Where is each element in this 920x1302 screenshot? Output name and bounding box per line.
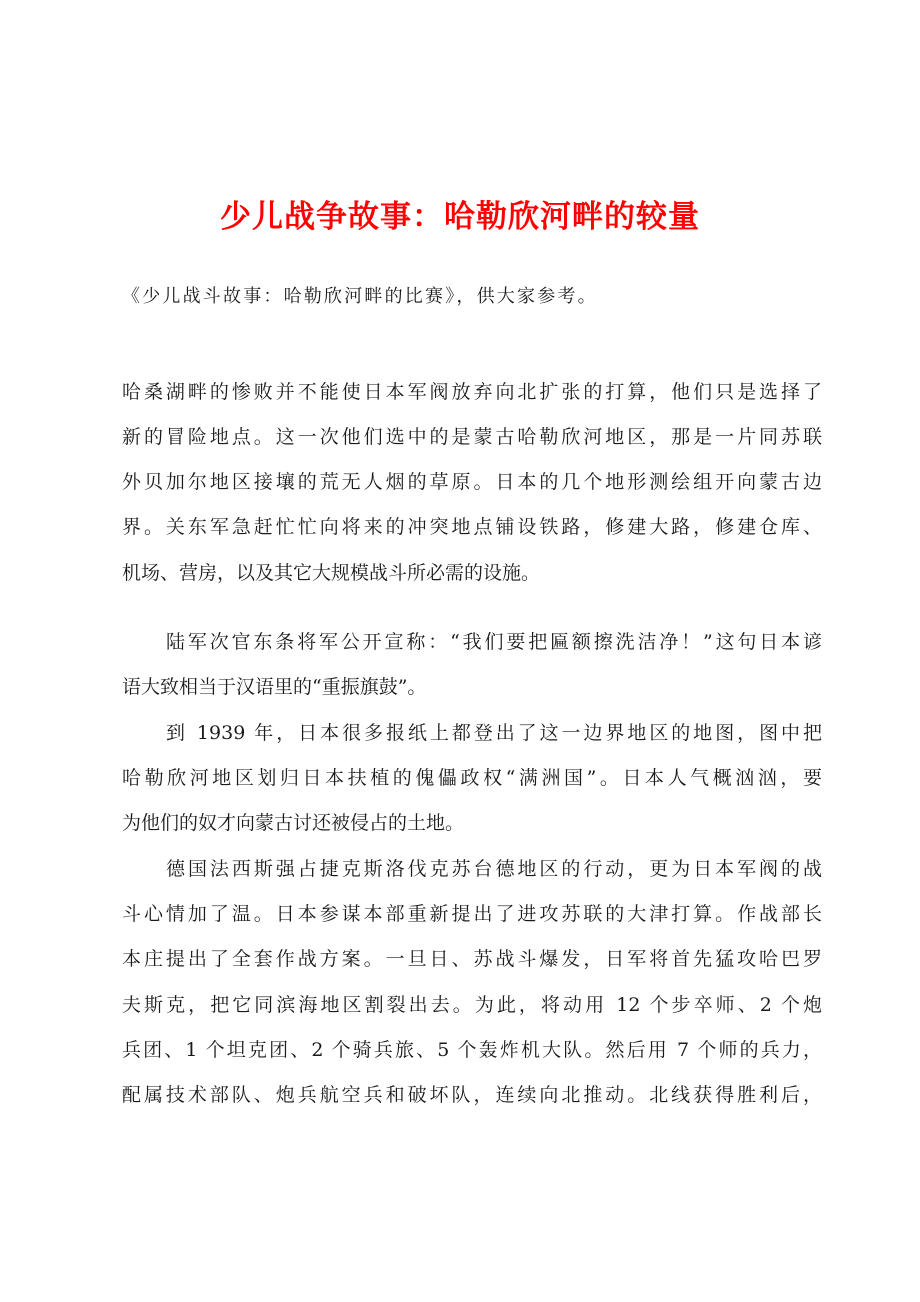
paragraph-line: 为他们的奴才向蒙古讨还被侵占的土地。	[122, 812, 465, 834]
paragraph-line: 哈桑湖畔的惨败并不能使日本军阀放弃向北扩张的打算，他们只是选择了	[122, 381, 822, 403]
paragraph-line: 斗心情加了温。日本参谋本部重新提出了进攻苏联的大津打算。作战部长	[122, 903, 822, 925]
document-title: 少儿战争故事：哈勒欣河畔的较量	[220, 199, 700, 235]
paragraph-line: 界。关东军急赶忙忙向将来的冲突地点铺设铁路，修建大路，修建仓库、	[122, 516, 822, 538]
paragraph-line: 语大致相当于汉语里的“重振旗鼓”。	[122, 676, 427, 698]
paragraph-line: 夫斯克，把它同滨海地区割裂出去。为此，将动用 12 个步卒师、2 个炮	[122, 994, 822, 1016]
paragraph-line: 配属技术部队、炮兵航空兵和破坏队，连续向北推动。北线获得胜利后，	[122, 1084, 822, 1106]
paragraph-line: 外贝加尔地区接壤的荒无人烟的草原。日本的几个地形测绘组开向蒙古边	[122, 471, 822, 493]
paragraph-line: 兵团、1 个坦克团、2 个骑兵旅、5 个轰炸机大队。然后用 7 个师的兵力，	[122, 1039, 822, 1061]
paragraph-line: 哈勒欣河地区划归日本扶植的傀儡政权“满洲国”。日本人气概汹汹，要	[122, 767, 822, 789]
paragraph-line: 机场、营房，以及其它大规模战斗所必需的设施。	[122, 562, 541, 584]
paragraph-line: 本庄提出了全套作战方案。一旦日、苏战斗爆发，日军将首先猛攻哈巴罗	[122, 948, 822, 970]
paragraph-line: 德国法西斯强占捷克斯洛伐克苏台德地区的行动，更为日本军阀的战	[166, 858, 822, 880]
paragraph-line: 新的冒险地点。这一次他们选中的是蒙古哈勒欣河地区，那是一片同苏联	[122, 426, 822, 448]
intro-line: 《少儿战斗故事：哈勒欣河畔的比赛》，供大家参考。	[122, 286, 598, 307]
paragraph-line: 陆军次官东条将军公开宣称：“我们要把匾额擦洗洁净！”这句日本谚	[166, 631, 822, 653]
paragraph-line: 到 1939 年，日本很多报纸上都登出了这一边界地区的地图，图中把	[166, 722, 822, 744]
